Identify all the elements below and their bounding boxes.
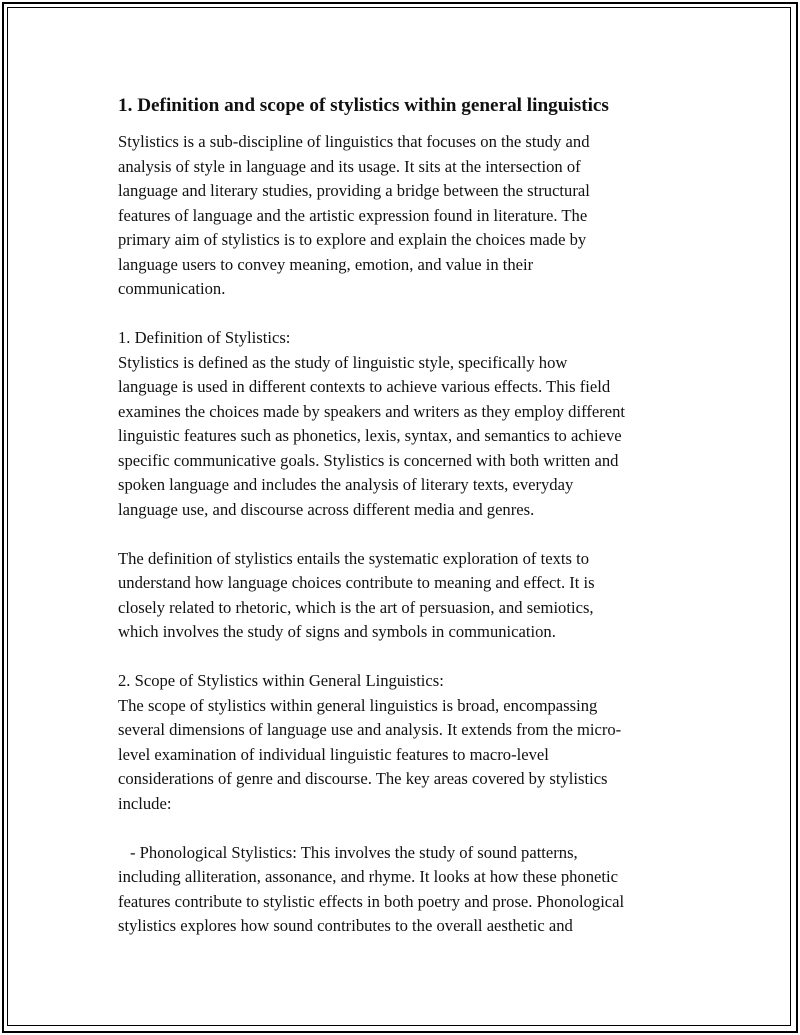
section-1-title: 1. Definition of Stylistics: xyxy=(118,328,291,347)
paragraph-gap xyxy=(118,522,688,547)
text-line: language and literary studies, providing a bridge between the structural xyxy=(118,181,590,200)
text-line: include: xyxy=(118,793,172,813)
document-heading: 1. Definition and scope of stylistics within general linguistics xyxy=(118,95,609,116)
text-line: considerations of genre and discourse. The key areas covered by stylistics xyxy=(118,769,608,788)
section-2-title: 2. Scope of Stylistics within General Linguistics: xyxy=(118,671,444,690)
text-line: The definition of stylistics entails the systematic exploration of texts to xyxy=(118,548,589,568)
text-line: Stylistics is defined as the study of linguistic style, specifically how xyxy=(118,352,568,372)
text-line: linguistic features such as phonetics, lexis, syntax, and semantics to achieve xyxy=(118,426,622,445)
paragraph-gap xyxy=(118,302,688,327)
document-body xyxy=(118,93,688,939)
text-line: stylistics explores how sound contributes to the overall aesthetic and xyxy=(118,916,573,935)
paragraph-gap xyxy=(118,816,688,841)
text-line: examines the choices made by speakers and writers as they employ different xyxy=(118,401,626,421)
text-line: Stylistics is a sub-discipline of linguistics that focuses on the study and xyxy=(118,132,590,151)
text-line: closely related to rhetoric, which is the art of persuasion, and semiotics, xyxy=(118,597,594,617)
phonological-stylistics-paragraph xyxy=(118,841,688,939)
text-line: language users to convey meaning, emotion, and value in their xyxy=(118,254,534,274)
text-line: communication. xyxy=(118,279,226,298)
text-line: level examination of individual linguistic features to macro-level xyxy=(118,744,549,764)
bullet-line: - Phonological Stylistics: This involves the study of sound patterns, xyxy=(130,842,578,862)
text-line: spoken language and includes the analysis of literary texts, everyday xyxy=(118,475,574,494)
intro-paragraph xyxy=(118,130,688,302)
section-2-paragraph xyxy=(118,669,688,816)
text-line: The scope of stylistics within general linguistics is broad, encompassing xyxy=(118,695,598,715)
text-line: including alliteration, assonance, and rhyme. It looks at how these phonetic xyxy=(118,867,618,886)
text-line: primary aim of stylistics is to explore and explain the choices made by xyxy=(118,230,587,249)
text-line: language is used in different contexts to achieve various effects. This field xyxy=(118,377,611,396)
text-line: analysis of style in language and its usage. It sits at the intersection of xyxy=(118,156,581,176)
text-line: features of language and the artistic expression found in literature. The xyxy=(118,205,588,225)
text-line: features contribute to stylistic effects in both poetry and prose. Phonological xyxy=(118,891,625,911)
definition-paragraph xyxy=(118,547,688,645)
text-line: which involves the study of signs and symbols in communication. xyxy=(118,622,556,641)
text-line: language use, and discourse across different media and genres. xyxy=(118,499,535,519)
text-line: several dimensions of language use and analysis. It extends from the micro- xyxy=(118,720,622,739)
paragraph-gap xyxy=(118,645,688,670)
section-1-paragraph xyxy=(118,326,688,522)
text-line: specific communicative goals. Stylistics is concerned with both written and xyxy=(118,450,619,470)
text-line: understand how language choices contribute to meaning and effect. It is xyxy=(118,573,595,592)
